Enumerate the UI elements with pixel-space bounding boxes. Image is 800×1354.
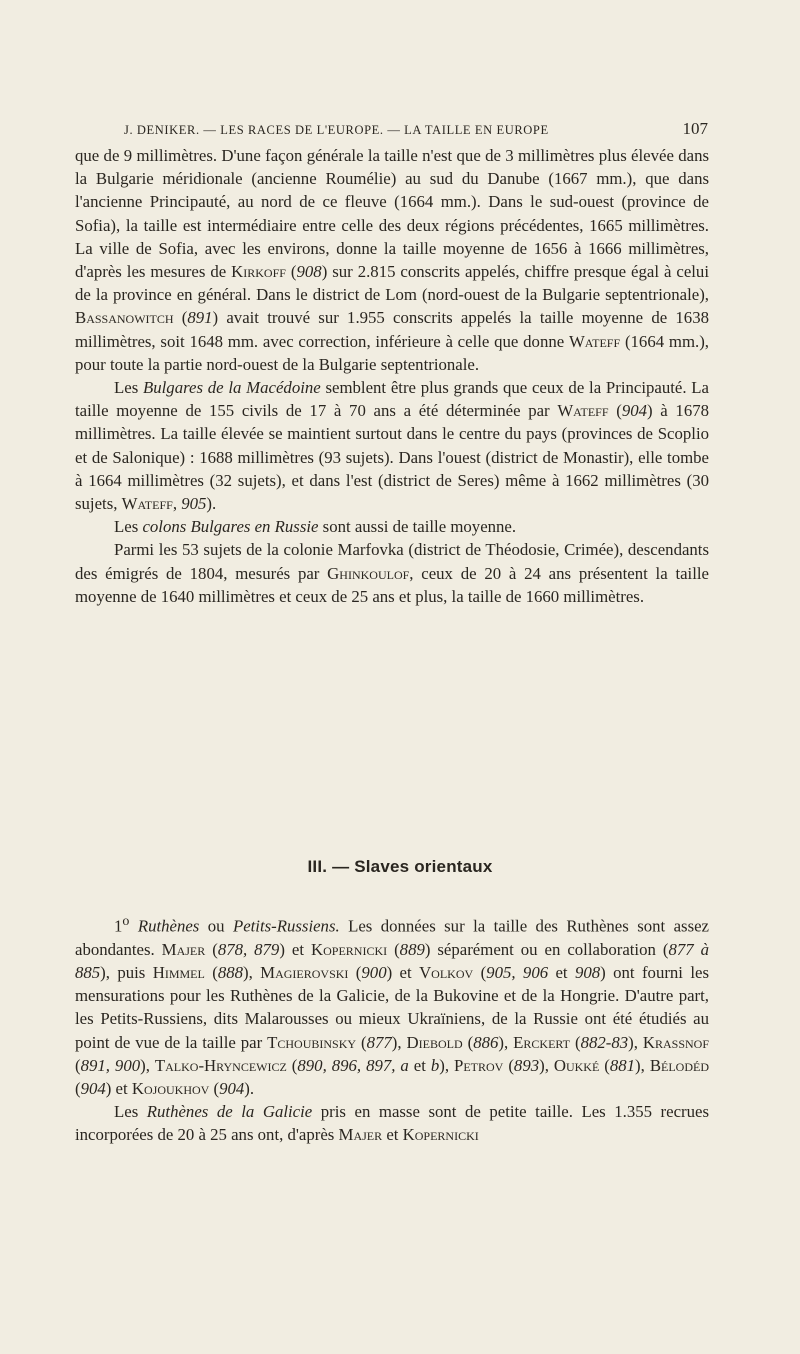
- text-run: séparément ou en collaboration: [430, 939, 663, 959]
- text-run: , puis: [105, 963, 153, 982]
- reference-number: 889: [399, 939, 425, 959]
- text-run: et: [408, 1055, 431, 1075]
- reference-number: b: [430, 1055, 440, 1075]
- author-name: Petrov: [454, 1055, 504, 1075]
- reference-number: 877 à 885: [75, 939, 709, 982]
- author-name: Diebold: [406, 1032, 463, 1052]
- italic-term: Petits-Russiens.: [232, 916, 340, 936]
- author-name: Erckert: [513, 1032, 571, 1052]
- author-name: Bélodéd: [649, 1055, 709, 1075]
- italic-term: Ruthènes: [137, 916, 200, 936]
- text-run: et: [284, 939, 311, 959]
- reference-number: 908: [574, 963, 601, 982]
- text-run: et: [392, 963, 420, 982]
- text-run: ,: [544, 1055, 554, 1075]
- paragraph-macedonia: Les Bulgares de la Macédoine semblent être plus grands que ceux de la Principauté. La taille moyenne de 155 civils de 17 à 70 ans a été déterminée par Wateff (904) à 1678 millimètres. La taille élevée se maintient surtout dans le centre du pays (provinces de Scoplio et de Salonique) : 1688 millimètres (93 sujets). Dans l'ouest (district de Monastir), elle tombe à 1664 millimètres (32 sujets), et dans l'est (district de Seres) même à 1662 millimètres (30 sujets, Wateff, 905).: [75, 378, 709, 514]
- author-name: Majer: [161, 939, 206, 959]
- text-run: pris en masse sont de petite taille. Les 1.355 recrues incorporées de 20 à 25 ans ont, d'après: [75, 1102, 709, 1145]
- reference-number: 904: [80, 1079, 106, 1099]
- paragraph-ruthenians: 1$^o$ Ruthènes ou Petits-Russiens. Les données sur la taille des Ruthènes sont assez abondantes. Majer (878, 879) et Kopernicki (889) séparément ou en collaboration (877 à 885), puis Himmel (888), Magierovski (900) et Volkov (905, 906 et 908) ont fourni les mensurations pour les Ruthènes de la Galicie, de la Bukovine et de la Hongrie. D'autre part, les Petits-Russiens, dits Malarousses ou mieux Ukraïniens, de la Russie ont été étudiés au point de vue de la taille par Tchoubinsky (877), Diebold (886), Erckert (882-83), Krassnof (891, 900), Talko-Hryncewicz (890, 896, 897, a et b), Petrov (893), Oukké (881), Bélodéd (904) et Kojoukhov (904).: [75, 914, 710, 1099]
- reference-number: 882-83: [580, 1032, 629, 1052]
- author-name: Kopernicki: [402, 1125, 479, 1145]
- text-run: ,: [633, 1032, 643, 1052]
- text-run: Les: [114, 517, 143, 537]
- text-run: semblent être plus grands que ceux de la Principauté. La taille moyenne de 155 civils de 17 à 70 ans a été déterminée par: [75, 378, 709, 421]
- page-number: 107: [682, 119, 708, 138]
- ordinal-mark: o: [122, 914, 130, 929]
- author-name: Magierovski: [260, 963, 349, 982]
- text-run: ,: [397, 1032, 407, 1052]
- reference-number: 891: [187, 308, 213, 328]
- text-run: et: [111, 1079, 132, 1099]
- text-run: ).: [206, 494, 217, 514]
- text-run: (1664 mm.), pour toute la partie nord-ouest de la Bulgarie septentrionale.: [75, 331, 709, 374]
- list-number: 1: [114, 916, 123, 936]
- running-head: [124, 119, 708, 139]
- text-run: à 1678 millimètres. La taille élevée se maintient surtout dans le centre du pays (provinces de Scoplio et de Salonique) : 1688 millimètres (93 sujets). Dans l'ouest (district de Monastir), elle tombe à 1664 millimètres (32 sujets), et dans l'est (district de Seres) même à 1662 millimètres (30 sujets,: [75, 401, 709, 514]
- text-run: ont fourni les mensurations pour les Ruthènes de la Galicie, de la Bukovine et de la Hongrie. D'autre part, les Petits-Russiens, dits Malarousses ou mieux Ukraïniens, de la Russie ont été étudiés au point de vue de la taille par: [75, 963, 709, 1052]
- section-heading: III. — Slaves orientaux: [307, 857, 493, 876]
- author-name: Tchoubinsky: [267, 1032, 357, 1052]
- reference-number: 900: [361, 963, 387, 982]
- reference-number: 881: [609, 1055, 636, 1075]
- author-name: Wateff: [557, 401, 609, 421]
- text-run: ,: [503, 1032, 514, 1052]
- author-name: Oukké: [553, 1055, 600, 1075]
- reference-number: 908: [296, 262, 322, 282]
- reference-number: 877: [366, 1032, 392, 1052]
- text-block-top: [75, 144, 709, 608]
- paragraph-bulgaria-north-south: que de 9 millimètres. D'une façon générale la taille n'est que de 3 millimètres plus élevée dans la Bulgarie méridionale (ancienne Roumélie) au sud du Danube (1667 mm.), que dans l'ancienne Principauté, au nord de ce fleuve (1664 mm.). Dans le sud-ouest (province de Sofia), la taille est intermédiaire entre celle des deux régions précédentes, 1665 millimètres. La ville de Sofia, avec les environs, donne la taille moyenne de 1656 à 1666 millimètres, d'après les mesures de Kirkoff (908) sur 2.815 conscrits appelés, chiffre presque égal à celui de la province en général. Dans le district de Lom (nord-ouest de la Bulgarie septentrionale), Bassanowitch (891) avait trouvé sur 1.955 conscrits appelés la taille moyenne de 1638 millimètres, soit 1648 mm. avec correction, inférieure à celle que donne Wateff (1664 mm.), pour toute la partie nord-ouest de la Bulgarie septentrionale.: [75, 146, 709, 374]
- reference-number: 890, 896, 897, a: [297, 1055, 409, 1075]
- text-run: Les: [114, 1102, 147, 1122]
- author-name: Talko-Hryncewicz: [154, 1055, 287, 1075]
- author-name: Wateff: [568, 331, 621, 351]
- author-name: Krassnof: [642, 1032, 710, 1052]
- reference-number: 904: [621, 401, 647, 421]
- paragraph-russia-colonists: [75, 515, 709, 538]
- text-run: et: [382, 1125, 403, 1145]
- text-run: sur 2.815 conscrits appelés, chiffre presque égal à celui de la province en général. Dans le district de Lom (nord-ouest de la Bulgarie septentrionale),: [75, 262, 709, 305]
- author-name: Himmel: [152, 963, 205, 982]
- reference-number: 886: [473, 1032, 499, 1052]
- author-name: Volkov: [419, 963, 474, 982]
- italic-term: colons Bulgares en Russie: [142, 517, 319, 537]
- text-run: ,: [145, 1055, 155, 1075]
- text-run: ,: [248, 963, 261, 982]
- reference-number: 893: [513, 1055, 540, 1075]
- author-name: Kojoukhov: [131, 1079, 210, 1099]
- reference-number: 891, 900: [80, 1055, 141, 1075]
- italic-term: Bulgares de la Macédoine: [143, 378, 321, 398]
- running-title: J. DENIKER. — LES RACES DE L'EUROPE. — LA TAILLE EN EUROPE: [124, 123, 549, 137]
- reference-number: 905, 906: [486, 963, 549, 982]
- author-name: Kirkoff: [231, 262, 286, 282]
- author-name: Wateff: [121, 494, 173, 514]
- paragraph-marfovka: [75, 538, 709, 608]
- text-run: Parmi les 53 sujets de la colonie Marfovka (district de Théodosie, Crimée), descendants des émigrés de 1804, mesurés par: [75, 540, 709, 583]
- reference-number: 905: [181, 494, 207, 514]
- text-run: ,: [640, 1055, 650, 1075]
- text-run: Les: [114, 378, 143, 398]
- reference-number: 904: [219, 1079, 245, 1099]
- author-name: Kopernicki: [310, 939, 388, 959]
- text-run: ,: [444, 1055, 455, 1075]
- text-run: Les données sur la taille des Ruthènes sont assez abondantes.: [75, 916, 709, 959]
- author-name: Bassanowitch: [75, 308, 174, 328]
- text-run: et: [548, 963, 575, 982]
- author-name: Ghinkoulof: [327, 563, 410, 583]
- text-block-bottom: [75, 910, 709, 1147]
- reference-number: 878, 879: [217, 939, 280, 959]
- author-name: Majer: [338, 1125, 383, 1145]
- italic-term: Ruthènes de la Galicie: [146, 1102, 313, 1122]
- text-run: , ceux de 20 à 24 ans présentent la taille moyenne de 1640 millimètres et ceux de 25 ans et plus, la taille de 1660 millimètres.: [75, 563, 709, 606]
- reference-number: 888: [217, 963, 243, 982]
- text-run: que de 9 millimètres. D'une façon générale la taille n'est que de 3 millimètres plus élevée dans la Bulgarie méridionale (ancienne Roumélie) au sud du Danube (1667 mm.), que dans l'ancienne Principauté, au nord de ce fleuve (1664 mm.). Dans le sud-ouest (province de Sofia), la taille est intermédiaire entre celle des deux régions précédentes, 1665 millimètres. La ville de Sofia, avec les environs, donne la taille moyenne de 1656 à 1666 millimètres, d'après les mesures de: [75, 146, 709, 282]
- text-run: avait trouvé sur 1.955 conscrits appelés la taille moyenne de 1638 millimètres, soit 1648 mm. avec correction, inférieure à celle que donne: [75, 308, 709, 351]
- paragraph-galicia: [75, 1100, 709, 1146]
- text-run: .: [249, 1079, 255, 1099]
- text-run: sont aussi de taille moyenne.: [318, 517, 517, 537]
- text-run: ou: [199, 916, 233, 936]
